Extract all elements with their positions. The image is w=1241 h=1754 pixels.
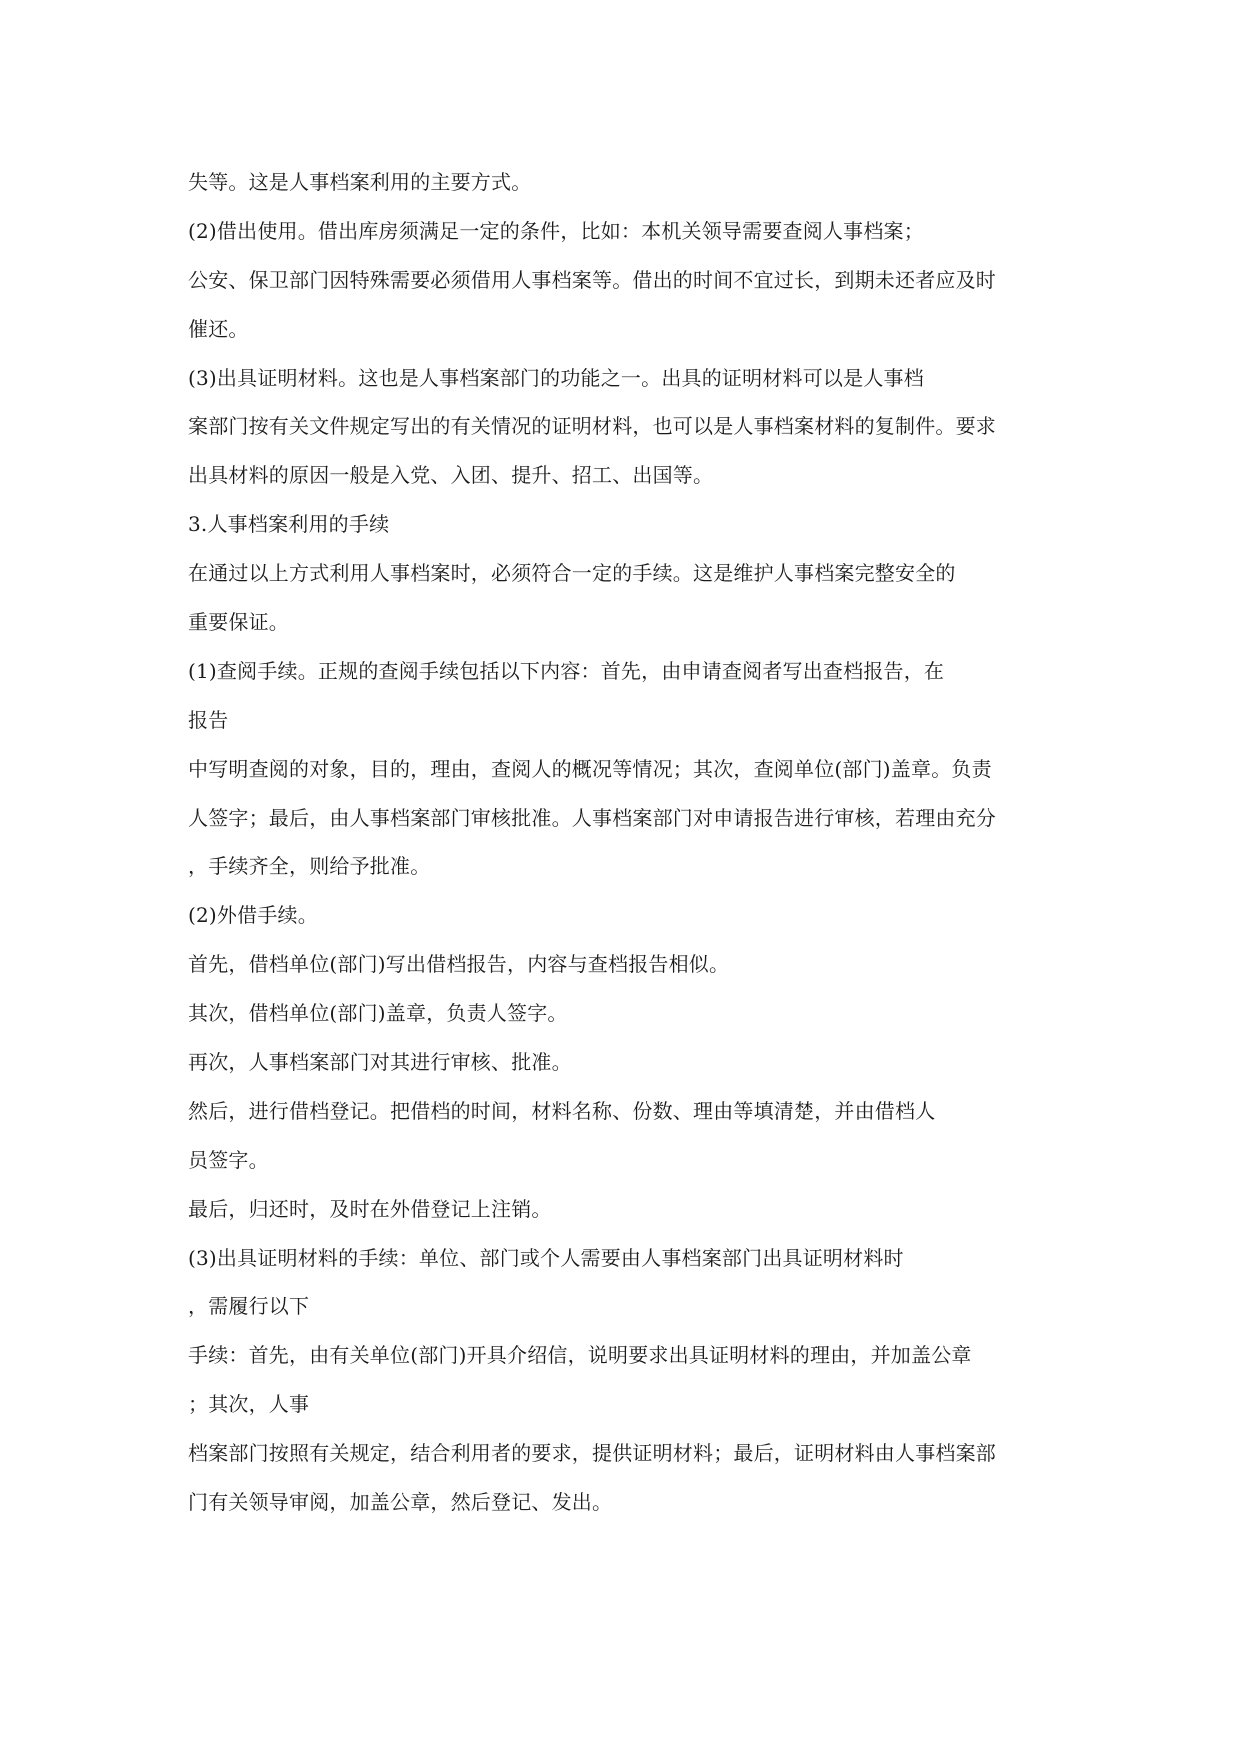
text-line: (3)出具证明材料的手续：单位、部门或个人需要由人事档案部门出具证明材料时 bbox=[188, 1245, 904, 1270]
text-line: 然后，进行借档登记。把借档的时间，材料名称、份数、理由等填清楚，并由借档人 bbox=[188, 1098, 936, 1123]
document-body bbox=[188, 158, 1068, 1527]
text-line: 门有关领导审阅，加盖公章，然后登记、发出。 bbox=[188, 1490, 613, 1515]
text-line: 手续：首先，由有关单位(部门)开具介绍信，说明要求出具证明材料的理由，并加盖公章 bbox=[188, 1343, 972, 1368]
text-line: 报告 bbox=[188, 707, 229, 732]
text-line: (2)外借手续。 bbox=[188, 903, 318, 928]
text-line: 催还。 bbox=[188, 316, 249, 341]
text-line: (2)借出使用。借出库房须满足一定的条件，比如：本机关领导需要查阅人事档案； bbox=[188, 218, 924, 243]
text-line: ；其次，人事 bbox=[188, 1392, 310, 1417]
text-line: 首先，借档单位(部门)写出借档报告，内容与查档报告相似。 bbox=[188, 952, 730, 977]
text-line: 再次，人事档案部门对其进行审核、批准。 bbox=[188, 1050, 572, 1075]
text-line: ，需履行以下 bbox=[188, 1294, 310, 1319]
text-line: ，手续齐全，则给予批准。 bbox=[188, 854, 431, 879]
text-line: 其次，借档单位(部门)盖章，负责人签字。 bbox=[188, 1001, 568, 1026]
text-line: 员签字。 bbox=[188, 1147, 269, 1172]
text-line: 最后，归还时，及时在外借登记上注销。 bbox=[188, 1196, 552, 1221]
text-line: 人签字；最后，由人事档案部门审核批准。人事档案部门对申请报告进行审核，若理由充分 bbox=[188, 805, 996, 830]
text-line: 案部门按有关文件规定写出的有关情况的证明材料，也可以是人事档案材料的复制件。要求 bbox=[188, 414, 996, 439]
text-line: 公安、保卫部门因特殊需要必须借用人事档案等。借出的时间不宜过长，到期未还者应及时 bbox=[188, 267, 996, 292]
text-line: 中写明查阅的对象，目的，理由，查阅人的概况等情况；其次，查阅单位(部门)盖章。负责 bbox=[188, 756, 992, 781]
text-line: 档案部门按照有关规定，结合利用者的要求，提供证明材料；最后，证明材料由人事档案部 bbox=[188, 1441, 996, 1466]
text-line: (3)出具证明材料。这也是人事档案部门的功能之一。出具的证明材料可以是人事档 bbox=[188, 365, 924, 390]
section-heading: 3.人事档案利用的手续 bbox=[188, 512, 390, 537]
text-line: 出具材料的原因一般是入党、入团、提升、招工、出国等。 bbox=[188, 463, 714, 488]
text-line: (1)查阅手续。正规的查阅手续包括以下内容：首先，由申请查阅者写出查档报告，在 bbox=[188, 658, 945, 683]
text-line: 失等。这是人事档案利用的主要方式。 bbox=[188, 170, 532, 194]
text-line: 在通过以上方式利用人事档案时，必须符合一定的手续。这是维护人事档案完整安全的 bbox=[188, 561, 956, 586]
text-line: 重要保证。 bbox=[188, 610, 289, 635]
